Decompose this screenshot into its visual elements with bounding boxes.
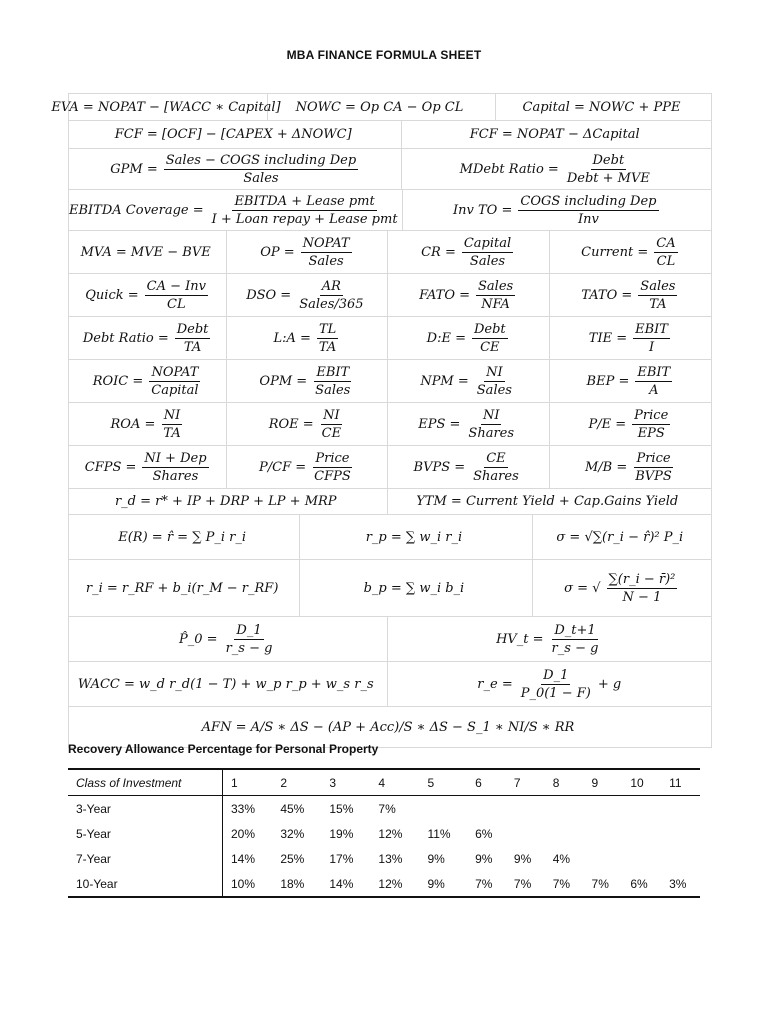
formula-lhs: L:A = [273, 330, 311, 346]
column-header-year: 7 [506, 769, 545, 796]
formula-cell [388, 231, 550, 273]
fraction-numerator: Sales [640, 278, 676, 294]
table-cell: 7% [467, 871, 506, 897]
fraction-denominator: Sales [315, 382, 351, 398]
formula-lhs: EBITDA Coverage = [69, 202, 204, 218]
formula-lhs: E(R) = r̂ = ∑ P_i r_i [118, 529, 247, 545]
table-cell: 9% [475, 851, 493, 866]
table-row [68, 796, 700, 822]
table-cell [584, 796, 623, 822]
column-header-year: 10 [622, 769, 661, 796]
formula-lhs: GPM = [110, 161, 158, 177]
formula-lhs: FCF = [OCF] − [CAPEX + ΔNOWC] [114, 127, 352, 142]
formula-cell [388, 662, 712, 706]
formula-lhs: r_p = ∑ w_i r_i [365, 529, 463, 545]
formula-row [69, 148, 711, 189]
table-cell: 45% [280, 801, 305, 816]
fraction-denominator: Shares [152, 468, 199, 484]
formula-fraction [632, 408, 670, 441]
table-cell: 7% [506, 871, 545, 897]
fraction-numerator: EBITDA + Lease pmt [234, 193, 375, 209]
formula-cell [69, 403, 227, 445]
formula-cell [550, 403, 711, 445]
table-cell [622, 821, 661, 846]
table-row [68, 871, 700, 897]
fraction-denominator: Inv [578, 211, 599, 227]
row-label: 7-Year [68, 846, 223, 871]
formula-fraction [635, 365, 672, 398]
table-cell [545, 796, 584, 822]
table-cell: 17% [329, 851, 354, 866]
column-header-year: 11 [661, 769, 700, 796]
table-cell: 9% [419, 871, 467, 897]
fraction-numerator: CA − Inv [146, 278, 206, 294]
table-cell: 12% [378, 826, 403, 841]
formula-lhs: b_p = ∑ w_i b_i [363, 580, 465, 596]
fraction-denominator: CE [321, 425, 342, 441]
formula-lhs: Capital = NOWC + PPE [522, 99, 681, 115]
fraction-denominator: Debt + MVE [566, 170, 650, 186]
recovery-table-title: Recovery Allowance Percentage for Personal Property [68, 742, 379, 756]
column-header-year: 8 [545, 769, 584, 796]
formula-lhs: NOWC = Op CA − Op CL [295, 99, 464, 115]
fraction-numerator: D_1 [543, 667, 569, 683]
fraction-denominator: EPS [637, 425, 665, 441]
column-header-year: 3 [321, 769, 370, 796]
formula-fraction [607, 572, 678, 605]
formula-row [69, 316, 711, 359]
fraction-denominator: Capital [151, 382, 199, 398]
formula-fraction [320, 408, 343, 441]
formula-lhs: BVPS = [413, 459, 466, 475]
formula-lhs: EVA = NOPAT − [WACC ∗ Capital] [51, 99, 281, 115]
fraction-denominator: CL [167, 296, 186, 312]
fraction-numerator: CE [486, 450, 506, 466]
formula-cell [550, 231, 711, 273]
table-cell: 6% [475, 826, 493, 841]
fraction-numerator: COGS including Dep [520, 193, 657, 209]
fraction-numerator: NOPAT [151, 364, 199, 380]
formula-lhs: FATO = [419, 287, 470, 303]
table-cell [419, 796, 467, 822]
fraction-numerator: EBIT [637, 364, 671, 380]
table-cell: 4% [552, 851, 571, 866]
table-cell: 7% [378, 801, 396, 816]
formula-cell [550, 360, 711, 402]
formula-fraction [224, 623, 275, 656]
table-cell [545, 821, 584, 846]
formula-lhs: r_e = [477, 676, 513, 692]
recovery-table [68, 768, 700, 898]
formula-cell [402, 121, 711, 148]
table-cell [467, 796, 506, 822]
fraction-numerator: NI + Dep [144, 450, 207, 466]
formula-cell [550, 446, 711, 488]
formula-fraction [633, 322, 670, 355]
formula-row [69, 661, 711, 706]
table-row [68, 846, 700, 871]
fraction-denominator: Sales [243, 170, 279, 186]
formula-cell [388, 617, 712, 661]
fraction-numerator: Sales [478, 278, 514, 294]
fraction-numerator: Price [315, 450, 350, 466]
table-cell [661, 846, 700, 871]
table-cell: 11% [427, 826, 451, 841]
formula-fraction [633, 451, 674, 484]
formula-lhs: r_i = r_RF + b_i(r_M − r_RF) [85, 580, 279, 596]
fraction-numerator: Debt [592, 152, 625, 168]
fraction-denominator: A [649, 382, 659, 398]
fraction-numerator: NI [482, 407, 500, 423]
formula-fraction [301, 236, 352, 269]
formula-lhs: Debt Ratio = [82, 330, 169, 346]
formula-row [51, 93, 711, 120]
formula-cell [227, 317, 387, 359]
table-cell [506, 796, 545, 822]
fraction-denominator: N − 1 [622, 589, 662, 605]
formula-fraction [142, 451, 208, 484]
fraction-numerator: CA [656, 235, 676, 251]
fraction-numerator: Price [636, 450, 671, 466]
column-header-year: 4 [370, 769, 419, 796]
formula-fraction [149, 365, 200, 398]
formula-row [69, 514, 711, 559]
table-cell: 7% [545, 871, 584, 897]
formula-cell [51, 94, 281, 120]
table-row [68, 821, 700, 846]
formula-cell [69, 662, 388, 706]
formula-cell [69, 360, 227, 402]
formula-lhs: OPM = [259, 373, 308, 389]
formula-lhs: M/B = [584, 459, 628, 475]
formula-fraction [164, 153, 358, 186]
fraction-denominator: Shares [473, 468, 519, 484]
fraction-denominator: r_s − g [551, 640, 599, 656]
formula-fraction [313, 365, 352, 398]
formula-row [69, 120, 711, 148]
column-header-year: 1 [223, 769, 273, 796]
table-cell: 14% [231, 851, 256, 866]
column-header-year: 2 [272, 769, 321, 796]
formula-fraction [161, 408, 182, 441]
fraction-numerator: D_t+1 [554, 622, 596, 638]
fraction-numerator: NOPAT [302, 235, 350, 251]
formula-fraction [466, 408, 516, 441]
formula-lhs: AFN = A/S ∗ ΔS − (AP + Acc)/S ∗ ΔS − S_1 ∗ NI/S ∗ RR [201, 719, 575, 735]
fraction-numerator: EBIT [316, 364, 350, 380]
formula-fraction [550, 623, 601, 656]
formula-cell [268, 94, 496, 120]
formula-lhs: r_d = r* + IP + DRP + LP + MRP [114, 494, 337, 509]
formula-cell [69, 231, 227, 273]
formula-row [69, 559, 711, 616]
formula-fraction [297, 279, 365, 312]
formula-cell [388, 489, 712, 514]
fraction-denominator: TA [318, 339, 337, 355]
formula-cell [550, 317, 711, 359]
formula-fraction [462, 236, 513, 269]
fraction-numerator: Debt [473, 321, 506, 337]
table-cell [584, 821, 623, 846]
formula-fraction [472, 322, 508, 355]
fraction-numerator: EBIT [635, 321, 668, 337]
table-cell: 15% [329, 801, 354, 816]
fraction-denominator: Sales [476, 382, 512, 398]
formula-fraction [312, 451, 353, 484]
formula-cell [402, 149, 711, 189]
formula-lhs: CFPS = [84, 459, 137, 475]
formula-fraction [317, 322, 338, 355]
fraction-numerator: ∑(r_i − r̄)² [608, 571, 676, 587]
formula-lhs: DSO = [246, 287, 292, 303]
column-header-year: 5 [419, 769, 467, 796]
fraction-denominator: TA [163, 425, 181, 441]
table-cell: 10% [223, 871, 273, 897]
table-cell: 9% [427, 851, 445, 866]
formula-row [69, 616, 711, 661]
formula-lhs: ROIC = [92, 373, 144, 389]
formula-cell [69, 190, 403, 230]
fraction-numerator: D_1 [236, 622, 262, 638]
formula-lhs: FCF = NOPAT − ΔCapital [469, 127, 640, 142]
table-cell [622, 796, 661, 822]
row-label: 3-Year [68, 796, 223, 822]
table-cell: 13% [378, 851, 403, 866]
formula-lhs: CR = [421, 244, 456, 260]
formula-cell [300, 560, 532, 616]
formula-lhs: P/E = [588, 416, 627, 432]
fraction-numerator: AR [321, 278, 341, 294]
formula-cell [300, 515, 532, 559]
formula-cell [496, 94, 711, 120]
formula-cell [550, 274, 711, 316]
formula-lhs: MVA = MVE − BVE [80, 244, 211, 260]
table-cell: 19% [329, 826, 354, 841]
formula-cell [69, 274, 227, 316]
formula-lhs: TIE = [588, 330, 628, 346]
formula-cell [533, 560, 711, 616]
table-cell: 20% [231, 826, 256, 841]
formula-fraction [565, 153, 652, 186]
table-cell: 32% [280, 826, 305, 841]
fraction-numerator: Capital [463, 235, 512, 251]
formula-row [69, 230, 711, 273]
fraction-denominator: Sales/365 [299, 296, 364, 312]
fraction-denominator: I + Loan repay + Lease pmt [211, 211, 398, 227]
formula-row [69, 273, 711, 316]
formula-fraction [145, 279, 208, 312]
formula-lhs: NPM = [420, 373, 469, 389]
recovery-table-body [68, 796, 700, 898]
formula-cell [227, 446, 387, 488]
table-cell [584, 846, 623, 871]
fraction-denominator: CL [656, 253, 676, 269]
formula-cell [227, 360, 387, 402]
fraction-denominator: CFPS [314, 468, 351, 484]
fraction-denominator: Sales [469, 253, 506, 269]
formula-tail: + g [597, 676, 622, 692]
formula-lhs: OP = [260, 244, 295, 260]
fraction-denominator: P_0(1 − F) [520, 685, 591, 701]
table-cell: 14% [321, 871, 370, 897]
table-cell: 6% [622, 871, 661, 897]
fraction-denominator: NFA [481, 296, 510, 312]
formula-fraction [519, 668, 593, 701]
formula-lhs: Quick = [85, 287, 139, 303]
table-cell [622, 846, 661, 871]
formula-cell [69, 317, 227, 359]
formula-lhs: Current = [581, 244, 649, 260]
table-cell: 25% [280, 851, 305, 866]
formula-cell [533, 515, 711, 559]
fraction-denominator: Shares [468, 425, 515, 441]
table-cell [661, 796, 700, 822]
table-cell: 12% [370, 871, 419, 897]
formula-lhs: σ = √∑(r_i − r̂)² P_i [556, 529, 684, 545]
formula-row [69, 488, 711, 514]
fraction-numerator: NI [163, 407, 181, 423]
formula-cell [69, 489, 388, 514]
formula-cell [69, 617, 388, 661]
column-header-year: 6 [467, 769, 506, 796]
formula-cell [227, 403, 387, 445]
fraction-numerator: Sales − COGS including Dep [165, 152, 357, 168]
formula-cell [69, 560, 300, 616]
formula-lhs: σ = √ [564, 580, 601, 596]
fraction-numerator: NI [486, 364, 503, 380]
formula-lhs: ROA = [110, 416, 156, 432]
formula-lhs: EPS = [418, 416, 461, 432]
formula-fraction [175, 322, 211, 355]
formula-row [69, 402, 711, 445]
formula-lhs: TATO = [581, 287, 633, 303]
formula-cell [403, 190, 711, 230]
formula-fraction [654, 236, 677, 269]
formula-lhs: WACC = w_d r_d(1 − T) + w_p r_p + w_s r_s [77, 676, 374, 692]
formula-lhs: MDebt Ratio = [459, 161, 559, 177]
formula-row [69, 359, 711, 402]
formula-fraction [471, 451, 521, 484]
fraction-denominator: TA [649, 296, 667, 312]
fraction-numerator: Price [634, 407, 669, 423]
formula-lhs: YTM = Current Yield + Cap.Gains Yield [416, 494, 679, 509]
formula-cell [388, 360, 550, 402]
formula-lhs: Inv TO = [453, 202, 513, 218]
table-cell [661, 821, 700, 846]
formula-lhs: BEP = [586, 373, 630, 389]
formula-row [69, 189, 711, 230]
formula-cell [69, 515, 300, 559]
fraction-numerator: Debt [176, 321, 209, 337]
formula-fraction [638, 279, 677, 312]
table-cell: 33% [231, 801, 256, 816]
recovery-table-header [68, 769, 700, 796]
formula-fraction [518, 194, 658, 227]
row-label: 10-Year [68, 871, 223, 897]
fraction-numerator: TL [318, 321, 337, 337]
formula-fraction [476, 279, 515, 312]
formula-lhs: P̂_0 = [179, 631, 218, 647]
formula-cell [388, 403, 550, 445]
page-title: MBA FINANCE FORMULA SHEET [286, 48, 482, 62]
formula-cell [388, 446, 550, 488]
formula-lhs: D:E = [426, 330, 466, 346]
formula-cell [388, 274, 550, 316]
formula-cell [69, 446, 227, 488]
formula-cell [388, 317, 550, 359]
column-header-class: Class of Investment [68, 769, 223, 796]
formula-fraction [475, 365, 514, 398]
formula-cell [69, 707, 711, 747]
formula-row [69, 445, 711, 488]
formula-lhs: ROE = [268, 416, 314, 432]
formula-cell [227, 231, 387, 273]
fraction-denominator: I [648, 339, 655, 355]
fraction-denominator: r_s − g [225, 640, 273, 656]
formula-lhs: HV_t = [496, 631, 544, 647]
column-header-year: 9 [584, 769, 623, 796]
fraction-denominator: BVPS [635, 468, 672, 484]
fraction-denominator: CE [480, 339, 500, 355]
formula-cell [69, 121, 402, 148]
formula-lhs: P/CF = [259, 459, 307, 475]
formula-cell [69, 149, 402, 189]
formula-grid [51, 93, 712, 748]
fraction-denominator: TA [183, 339, 202, 355]
fraction-numerator: NI [323, 407, 340, 423]
table-cell: 9% [513, 851, 532, 866]
formula-cell [227, 274, 387, 316]
formula-fraction [210, 194, 400, 227]
row-label: 5-Year [68, 821, 223, 846]
table-cell [506, 821, 545, 846]
table-cell: 7% [584, 871, 623, 897]
table-cell: 18% [272, 871, 321, 897]
fraction-denominator: Sales [308, 253, 344, 269]
table-cell: 3% [661, 871, 700, 897]
